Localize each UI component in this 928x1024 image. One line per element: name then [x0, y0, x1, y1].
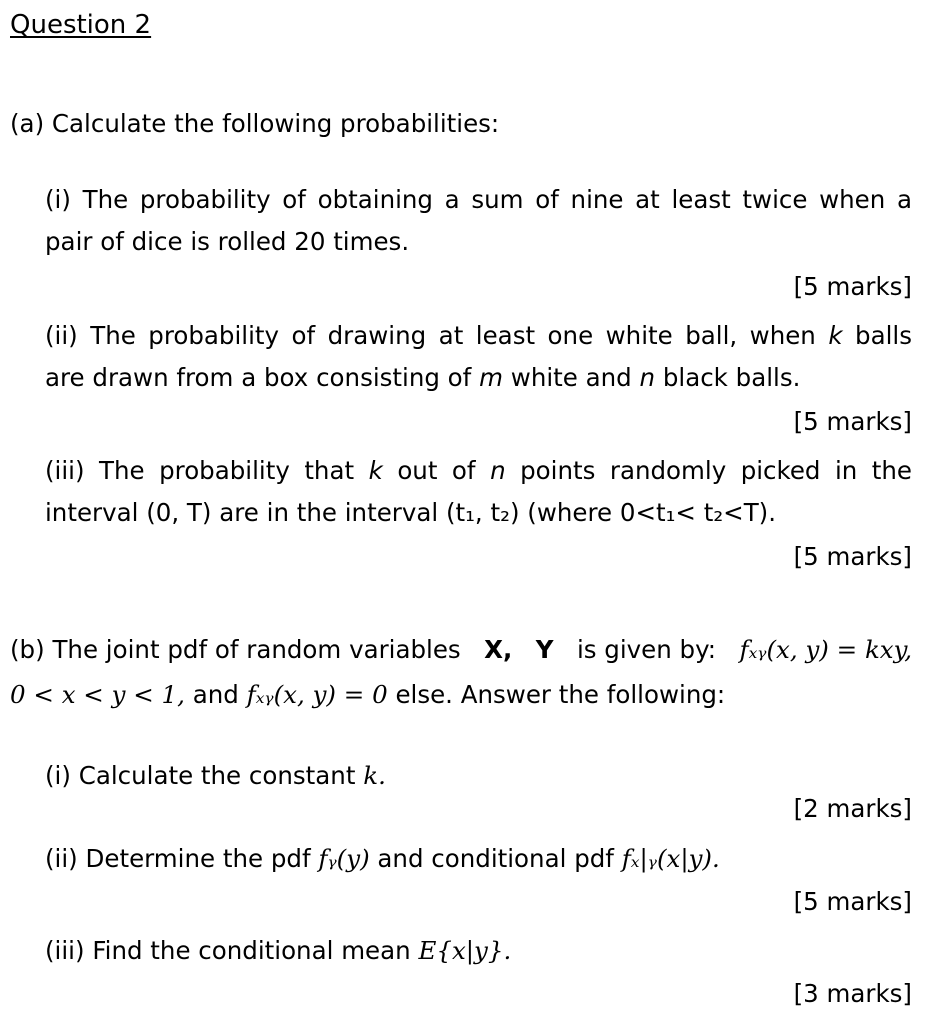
part-a-iii-line1-text-b: out of	[397, 456, 476, 485]
part-b-ii-line	[45, 844, 720, 873]
part-b-domain-math: 0 < x < y < 1,	[10, 680, 185, 709]
part-b-joint-pdf-math: fₓᵧ(x, y) = kxy,	[739, 635, 912, 664]
part-b-iii-math: E{x|y}.	[418, 936, 512, 965]
part-a-i-line2: pair of dice is rolled 20 times.	[45, 227, 410, 256]
part-b-line2-text-b: else. Answer the following:	[395, 680, 726, 709]
question-title: Question 2	[10, 10, 152, 40]
part-a-ii-line2-text-b: white and	[510, 363, 632, 392]
part-a-ii-line1-text-b: balls	[855, 321, 912, 350]
part-a-ii-line2-text-c: black balls.	[662, 363, 801, 392]
part-b-ii-text-b: and conditional pdf	[377, 844, 614, 873]
part-b-var-y: Y	[535, 635, 554, 664]
part-a-iii-line1-text-c: points randomly picked in the	[520, 456, 913, 485]
part-a-ii-marks: [5 marks]	[793, 407, 912, 436]
part-a-ii-line1-text-a: (ii) The probability of drawing at least one white ball, when	[45, 321, 816, 350]
part-a-iii-k: k	[368, 456, 383, 485]
part-b-line1	[10, 635, 912, 664]
part-b-ii-marks: [5 marks]	[793, 887, 912, 916]
part-a-ii-line2	[45, 363, 801, 392]
part-b-line1-text-a: (b) The joint pdf of random variables	[10, 635, 461, 664]
part-b-and-text: and	[192, 680, 239, 709]
part-b-iii-marks: [3 marks]	[793, 979, 912, 1008]
part-b-ii-math1: fᵧ(y)	[318, 844, 370, 873]
part-a-iii-line1	[45, 456, 913, 485]
part-b-i-text: (i) Calculate the constant	[45, 761, 356, 790]
part-b-ii-math2: fₓ|ᵧ(x|y).	[621, 844, 720, 873]
part-a-ii-n: n	[639, 363, 656, 392]
part-b-var-x: X,	[484, 635, 513, 664]
part-a-ii-line2-text-a: are drawn from a box consisting of	[45, 363, 472, 392]
part-a-iii-n: n	[490, 456, 506, 485]
part-a-i-marks: [5 marks]	[793, 272, 912, 301]
part-a-iii-marks: [5 marks]	[793, 542, 912, 571]
part-a-heading: (a) Calculate the following probabilities:	[10, 109, 500, 138]
part-a-ii-line1	[45, 321, 912, 350]
part-b-iii-text: (iii) Find the conditional mean	[45, 936, 411, 965]
part-b-zero-math: fₓᵧ(x, y) = 0	[246, 680, 388, 709]
part-b-i-line	[45, 761, 386, 790]
part-a-iii-line1-text-a: (iii) The probability that	[45, 456, 355, 485]
part-b-i-marks: [2 marks]	[793, 794, 912, 823]
part-b-line1-text-b: is given by:	[576, 635, 717, 664]
part-a-ii-k: k	[828, 321, 843, 350]
part-b-iii-line	[45, 936, 512, 965]
part-a-ii-m: m	[479, 363, 503, 392]
part-a-i-line1: (i) The probability of obtaining a sum of nine at least twice when a	[45, 185, 912, 214]
part-b-ii-text-a: (ii) Determine the pdf	[45, 844, 311, 873]
part-a-iii-line2: interval (0, T) are in the interval (t₁, t₂) (where 0<t₁< t₂<T).	[45, 498, 777, 527]
part-b-line2	[10, 680, 726, 709]
part-b-i-math: k.	[363, 761, 386, 790]
